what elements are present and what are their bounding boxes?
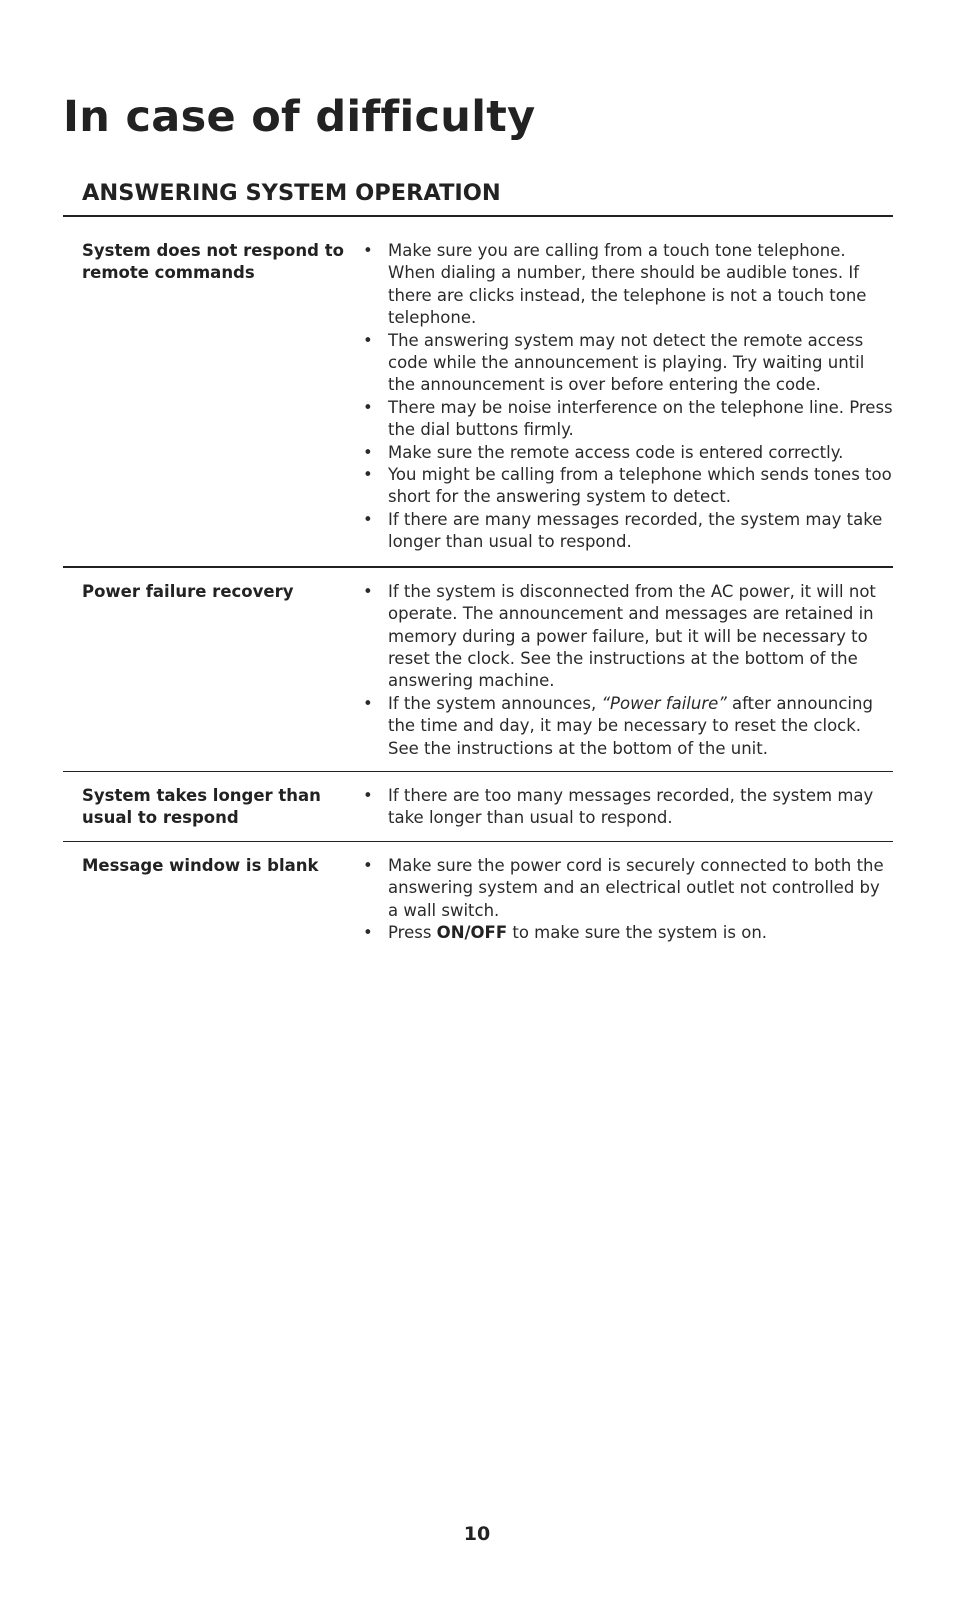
solution-text: If there are many messages recorded, the system may take longer than usual to respond. bbox=[388, 509, 883, 552]
bullet-icon: • bbox=[363, 442, 373, 462]
bullet-icon: • bbox=[363, 509, 373, 529]
page-number: 10 bbox=[463, 1523, 491, 1545]
problem-label: System does not respond to remote commands bbox=[82, 241, 344, 283]
bullet-icon: • bbox=[363, 581, 373, 601]
list-item bbox=[363, 693, 893, 760]
solution-text: There may be noise interference on the telephone line. Press the dial buttons firmly. bbox=[388, 397, 893, 440]
list-item bbox=[363, 509, 893, 554]
solution-text: Make sure you are calling from a touch tone telephone. When dialing a number, there should be audible tones. If there are clicks instead, the telephone is not a touch tone telephone. bbox=[388, 241, 867, 328]
solution-text: to make sure the system is on. bbox=[507, 922, 768, 942]
solution-text: after announcing the time and day, it may be necessary to reset the clock. See the instructions at the bottom of the unit. bbox=[388, 693, 873, 758]
problem-label: System takes longer than usual to respond bbox=[82, 785, 321, 828]
bullet-icon: • bbox=[363, 465, 373, 485]
bullet-icon: • bbox=[363, 397, 373, 417]
list-item bbox=[363, 785, 893, 830]
bullet-icon: • bbox=[363, 922, 373, 942]
list-item bbox=[363, 464, 893, 509]
solution-text: If the system announces, bbox=[388, 693, 602, 713]
list-item bbox=[363, 581, 893, 693]
list-item bbox=[363, 855, 893, 922]
list-item bbox=[363, 240, 893, 330]
list-item bbox=[363, 397, 893, 442]
solution-list bbox=[362, 581, 893, 760]
solution-list bbox=[362, 240, 893, 554]
section-heading: ANSWERING SYSTEM OPERATION bbox=[82, 180, 501, 206]
troubleshooting-table bbox=[63, 240, 893, 955]
bullet-icon: • bbox=[363, 330, 373, 350]
problem-label: Message window is blank bbox=[82, 855, 319, 875]
solution-text: ON/OFF bbox=[436, 922, 508, 942]
problem-label: Power failure recovery bbox=[82, 581, 294, 601]
solution-text: “Power failure” bbox=[601, 693, 727, 713]
list-item bbox=[363, 442, 893, 464]
page-title: In case of difficulty bbox=[63, 92, 536, 142]
solution-text: The answering system may not detect the remote access code while the announcement is playing. Try waiting until the announcement is over before entering the code. bbox=[388, 330, 865, 395]
solution-text: Press bbox=[388, 922, 437, 942]
bullet-icon: • bbox=[363, 785, 373, 805]
table-row bbox=[63, 841, 893, 956]
solution-list bbox=[362, 855, 893, 945]
section-divider bbox=[63, 215, 893, 217]
table-row bbox=[63, 566, 893, 771]
solution-text: Make sure the power cord is securely connected to both the answering system and an electrical outlet not controlled by a wall switch. bbox=[388, 855, 884, 920]
bullet-icon: • bbox=[363, 693, 373, 713]
bullet-icon: • bbox=[363, 855, 373, 875]
table-row bbox=[63, 771, 893, 841]
solution-text: You might be calling from a telephone which sends tones too short for the answering system to detect. bbox=[388, 465, 892, 507]
solution-list bbox=[362, 785, 893, 830]
solution-text: If there are too many messages recorded, the system may take longer than usual to respond. bbox=[388, 785, 874, 828]
bullet-icon: • bbox=[363, 241, 373, 260]
list-item bbox=[363, 330, 893, 397]
solution-text: Make sure the remote access code is entered correctly. bbox=[388, 442, 844, 462]
list-item bbox=[363, 922, 893, 944]
table-row bbox=[63, 240, 893, 566]
solution-text: If the system is disconnected from the AC power, it will not operate. The announcement and messages are retained in memory during a power failure, but it will be necessary to reset the clock. See the instructions at the bottom of the answering machine. bbox=[388, 581, 876, 691]
